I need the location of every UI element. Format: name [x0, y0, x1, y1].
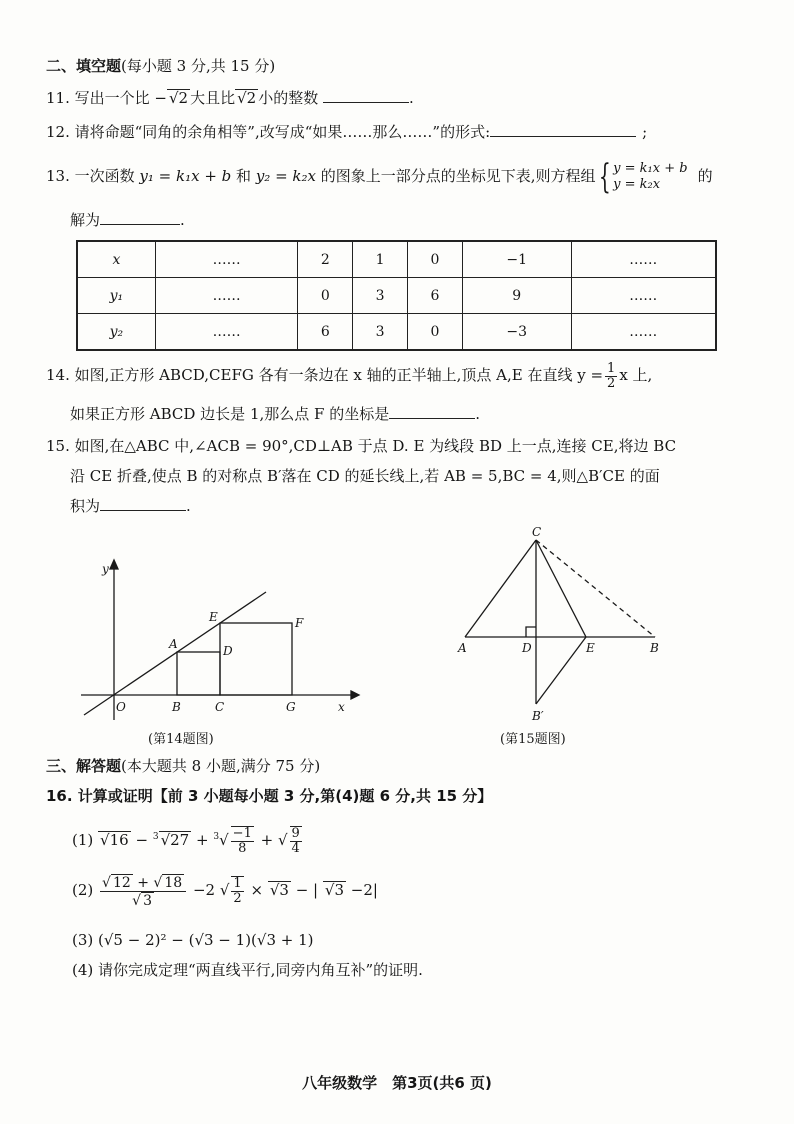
segment-ca	[465, 540, 536, 637]
q14-text-b: x 上,	[619, 366, 653, 384]
section-3-title: 三、解答题	[46, 757, 122, 775]
label-b: B	[172, 700, 181, 714]
table-cell: 0	[408, 241, 463, 278]
table-cell: y₁	[77, 278, 155, 314]
coordinate-table	[76, 240, 717, 351]
q11-sqrt-2: √2	[237, 89, 257, 107]
figure-14-caption: (第14题图)	[148, 732, 214, 747]
q16-p1-cbrt: √27	[160, 831, 190, 849]
q14-end: .	[475, 405, 480, 423]
question-14	[46, 360, 652, 391]
q13-answer-blank[interactable]	[100, 210, 180, 225]
q15-text-c: 积为	[70, 497, 101, 515]
q16-part-4: (4) 请你完成定理“两直线平行,同旁内角互补”的证明.	[72, 961, 423, 979]
q16-p1-op-2: +	[196, 831, 209, 849]
q16-p1-index-1: 3	[152, 832, 159, 842]
q11-text-b: 大且比	[190, 89, 236, 107]
label-g: G	[286, 700, 296, 714]
question-11	[46, 88, 414, 108]
q13-text-d: 的	[697, 167, 713, 185]
label-c: C	[532, 525, 542, 539]
q16-part-3: (3) (√5 − 2)² − (√3 − 1)(√3 + 1)	[72, 931, 314, 949]
table-cell: ……	[571, 314, 716, 351]
q11-text-c: 小的整数	[258, 89, 319, 107]
q16-p2-times: ×	[250, 881, 264, 899]
table-cell: x	[77, 241, 155, 278]
square-abcd	[177, 652, 220, 695]
q16-p2-radicand-18: 18	[164, 874, 183, 891]
y-axis-arrow	[110, 560, 118, 569]
q11-text-a: 11. 写出一个比 −	[46, 89, 167, 107]
segment-cb-dashed	[536, 540, 655, 637]
q15-text-b: 沿 CE 折叠,使点 B 的对称点 B′落在 CD 的延长线上,若 AB = 5,BC = 4,则△B′CE 的面	[70, 467, 660, 485]
question-12	[46, 122, 647, 142]
q13-sys-eq-1: y = k₁x + b	[613, 161, 688, 176]
label-b: B	[650, 641, 659, 655]
q14-text-a: 14. 如图,正方形 ABCD,CEFG 各有一条边在 x 轴的正半轴上,顶点 A,E 在直线 y =	[46, 366, 604, 384]
q16-p2-frac-half	[231, 876, 243, 906]
table-cell: ……	[155, 241, 298, 278]
figure-14	[76, 555, 366, 730]
q11-sqrt: √2	[168, 89, 189, 107]
q13-func-1: y₁ = k₁x + b	[139, 167, 232, 185]
q16-p1-frac-1	[231, 826, 254, 856]
q16-p2-sqrt-3c: √3	[324, 881, 344, 899]
q16-p2-sqrt-3: √3	[269, 881, 289, 899]
q16-p2-abs-close: −2|	[350, 881, 378, 899]
q16-p1-label: (1)	[72, 831, 94, 849]
q15-end: .	[186, 497, 191, 515]
segment-ce	[536, 540, 586, 637]
q16-p1-radicand-2: 27	[170, 831, 190, 849]
x-axis-arrow	[351, 691, 359, 699]
section-2-heading	[46, 56, 275, 76]
q11-radicand-2: 2	[246, 89, 257, 107]
table-cell: 9	[462, 278, 571, 314]
q16-p1-sqrt-1: √16	[100, 831, 129, 849]
table-cell: −3	[462, 314, 571, 351]
q16-p2-coef: −2	[192, 881, 216, 899]
table-cell: 0	[408, 314, 463, 351]
q16-p2-frac	[100, 874, 186, 909]
q14-frac-den: 2	[607, 375, 616, 391]
table-cell: ……	[571, 241, 716, 278]
q13-system-brace: {	[598, 157, 611, 197]
table-cell: ……	[571, 278, 716, 314]
q12-end: ;	[642, 123, 648, 141]
table-cell: ……	[155, 314, 298, 351]
label-d: D	[522, 641, 532, 655]
q16-p2-frac-num: √ 12 + √ 18	[100, 874, 186, 892]
q16-p2-radicand-3: 3	[143, 892, 153, 909]
q12-answer-blank[interactable]	[490, 122, 636, 137]
page-footer: 八年级数学 第3页(共6 页)	[302, 1074, 492, 1092]
q14-fraction	[605, 362, 617, 391]
q16-p2-frac-half-num: 1	[233, 876, 242, 891]
q14-answer-blank[interactable]	[389, 404, 475, 419]
table-cell: 3	[353, 278, 408, 314]
table-cell: 1	[353, 241, 408, 278]
table-cell: y₂	[77, 314, 155, 351]
label-o: O	[116, 700, 126, 714]
label-a: A	[169, 637, 178, 651]
table-row	[77, 314, 716, 351]
label-f: F	[295, 616, 304, 630]
figure-15-caption: (第15题图)	[500, 732, 566, 747]
question-13	[46, 157, 713, 197]
label-e: E	[209, 610, 218, 624]
q16-p2-plus: +	[137, 874, 149, 891]
q13-equation-system	[613, 161, 687, 193]
q12-text: 12. 请将命题“同角的余角相等”,改写成“如果……那么……”的形式:	[46, 123, 491, 141]
q16-p1-frac-2	[290, 826, 302, 856]
q16-p1-index-2: 3	[213, 832, 220, 842]
label-b-prime: B′	[532, 709, 544, 723]
table-cell: 6	[298, 314, 353, 351]
q13-end: .	[180, 211, 185, 229]
table-cell: 2	[298, 241, 353, 278]
q16-p1-frac-2-num: 9	[291, 826, 300, 841]
q13-sys-eq-2: y = k₂x	[613, 177, 661, 192]
section-2-score: (每小题 3 分,共 15 分)	[121, 57, 276, 75]
q16-p1-op-3: +	[260, 831, 274, 849]
question-16-title: 16. 计算或证明【前 3 小题每小题 3 分,第(4)题 6 分,共 15 分】	[46, 787, 493, 805]
q15-text-a: 15. 如图,在△ABC 中,∠ACB = 90°,CD⊥AB 于点 D. E 为线段 BD 上一点,连接 CE,将边 BC	[46, 437, 677, 455]
q16-p2-abs-open: − |	[295, 881, 319, 899]
label-y: y	[102, 562, 109, 576]
table-row	[77, 241, 716, 278]
q11-answer-blank[interactable]	[323, 88, 409, 103]
q16-p2-label: (2)	[72, 881, 94, 899]
q15-answer-blank[interactable]	[100, 496, 186, 511]
q16-part-2: (2) $\frac{√ 12 + √ 18}{√ 3}$ −2 √ $\frac{1}{2}$ × √3 − | √3 −2|	[72, 874, 378, 909]
q16-p1-frac-1-num	[231, 827, 254, 842]
table-cell: −1	[462, 241, 571, 278]
question-15-line-3	[46, 496, 191, 516]
q16-p2-radicand-3c: 3	[334, 881, 344, 899]
figure-15	[450, 522, 670, 727]
q16-p1-frac-1-den: 8	[238, 841, 247, 856]
q13-text-c: 的图象上一部分点的坐标见下表,则方程组	[315, 167, 596, 185]
table-cell: 6	[408, 278, 463, 314]
label-d: D	[223, 644, 233, 658]
table-cell: 3	[353, 314, 408, 351]
table-cell: ……	[155, 278, 298, 314]
q16-p2-frac-half-den: 2	[233, 891, 242, 906]
question-15	[46, 436, 676, 456]
q13-text-b: 和	[231, 167, 256, 185]
q11-radicand-1: 2	[178, 89, 189, 107]
q16-p1-frac-1-num-value: 1	[243, 826, 252, 841]
label-x: x	[338, 700, 345, 714]
question-13-answer	[46, 210, 185, 230]
q16-part-1: (1) √16 − $^3$ √27 + $^3$√ $\frac{-1}{8}$ + √ $\frac{9}{4}$	[72, 826, 300, 856]
q11-end: .	[409, 89, 414, 107]
q16-p2-radicand-12: 12	[112, 874, 131, 891]
label-e: E	[586, 641, 595, 655]
q16-p2-frac-den: √ 3	[132, 892, 153, 909]
q13-answer-label: 解为	[70, 211, 101, 229]
q16-p1-frac-2-den: 4	[291, 841, 300, 856]
q16-p1-neg: −	[232, 826, 244, 841]
square-cefg	[220, 623, 292, 695]
table-row	[77, 278, 716, 314]
q16-p1-radicand-1: 16	[109, 831, 129, 849]
table-cell: 0	[298, 278, 353, 314]
section-2-title: 二、填空题	[46, 57, 122, 75]
q13-func-2: y₂ = k₂x	[255, 167, 316, 185]
q13-text-a: 13. 一次函数	[46, 167, 140, 185]
section-3-heading	[46, 756, 320, 776]
q16-p1-op-1: −	[135, 831, 149, 849]
section-3-score: (本大题共 8 小题,满分 75 分)	[121, 757, 321, 775]
line-y-half-x	[84, 592, 266, 715]
q14-frac-num: 1	[607, 360, 616, 376]
label-a: A	[458, 641, 467, 655]
label-c: C	[215, 700, 225, 714]
segment-eb-prime	[536, 637, 586, 704]
q16-p2-radicand-3b: 3	[279, 881, 289, 899]
question-15-line-2	[46, 466, 660, 486]
q14-text-c: 如果正方形 ABCD 边长是 1,那么点 F 的坐标是	[70, 405, 390, 423]
question-14-line-2	[46, 404, 480, 424]
right-angle-mark	[526, 627, 536, 637]
